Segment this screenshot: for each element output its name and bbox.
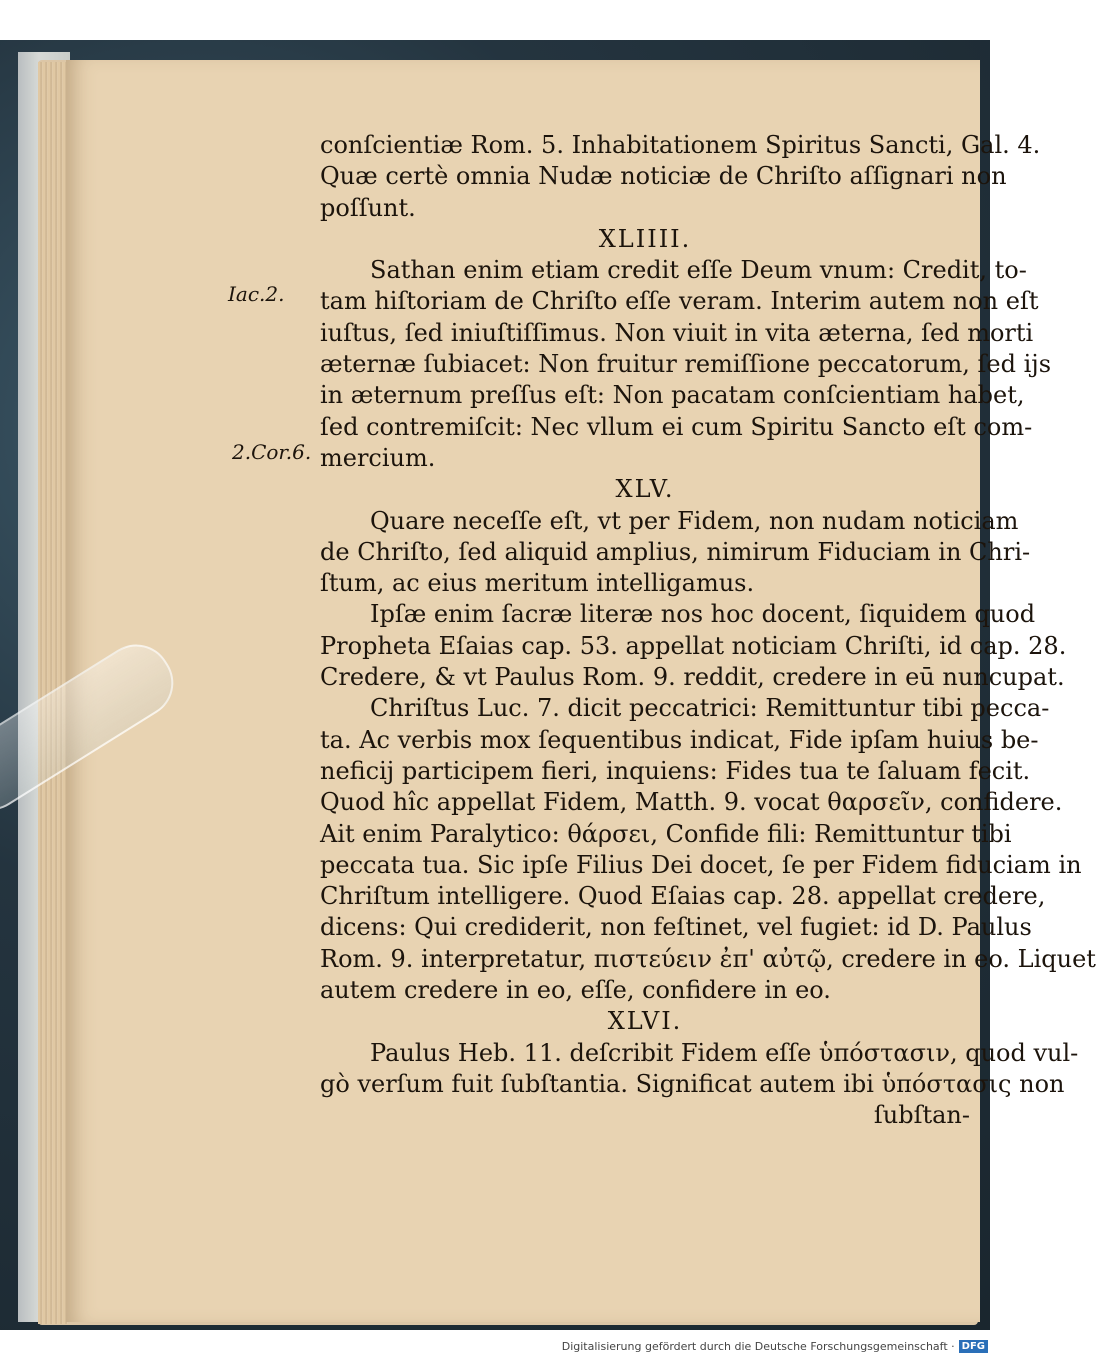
page-text [320,130,1096,1132]
margin-note-cor: 2.Cor.6. [232,440,312,464]
text-line: æternæ ſubiacet: Non fruitur remiſſione peccatorum, ſed ijs [320,350,1052,379]
text-line: conſcientiæ Rom. 5. Inhabitationem Spiritus Sancti, Gal. 4. [320,131,1041,159]
text-line: neficij participem fieri, inquiens: Fides tua te ſaluam fecit. [320,756,1031,785]
text-line: Quod hîc appellat Fidem, Matth. 9. vocat θαρσεῖν, confidere. [320,788,1063,817]
text-line: poſſunt. [320,193,416,222]
text-line: autem credere in eo, eſſe, confidere in eo. [320,976,831,1005]
section-heading: XLV. [615,475,675,504]
text-line: ta. Ac verbis mox ſequentibus indicat, Fide ipſam huius be- [320,725,1039,754]
text-line: gò verſum fuit ſubſtantia. Significat autem ibi ὑπόστασις non [320,1069,1065,1098]
text-line: Rom. 9. interpretatur, πιστεύειν ἐπ' αὐτῷ, credere in eo. Liquet [320,944,1096,973]
text-line: Quare neceſſe eſt, vt per Fidem, non nudam noticiam [370,506,1019,535]
text-line: ſtum, ac eius meritum intelligamus. [320,569,755,598]
text-line: Ipſæ enim ſacræ literæ nos hoc docent, ſiquidem quod [370,600,1036,629]
footer-credit-text: Digitalisierung gefördert durch die Deutsche Forschungsgemeinschaft · [561,1340,955,1353]
text-line: in æternum preſſus eſt: Non pacatam conſcientiam habet, [320,381,1025,410]
section-heading: XLIIII. [598,224,692,253]
text-line: Ait enim Paralytico: θάρσει, Confide fili: Remittuntur tibi [320,819,1012,848]
footer-credit [562,1340,988,1353]
text-line: tam hiſtoriam de Chriſto eſſe veram. Interim autem non eſt [320,287,1039,316]
text-line: de Chriſto, ſed aliquid amplius, nimirum Fiduciam in Chri- [320,537,1031,566]
text-line: Propheta Eſaias cap. 53. appellat noticiam Chriſti, id cap. 28. [320,631,1067,660]
text-line: Quæ certè omnia Nudæ noticiæ de Chriſto aſſignari non [320,162,1007,191]
section-heading: XLVI. [607,1007,683,1036]
text-line: Chriſtum intelligere. Quod Eſaias cap. 28. appellat credere, [320,882,1046,911]
margin-note-iac: Iac.2. [228,282,285,306]
dfg-logo: DFG [959,1340,988,1353]
text-line: Chriſtus Luc. 7. dicit peccatrici: Remittuntur tibi pecca- [370,694,1050,723]
text-line: mercium. [320,443,436,472]
text-line: Credere, & vt Paulus Rom. 9. reddit, credere in eū nuncupat. [320,663,1065,692]
text-line: ſed contremiſcit: Nec vllum ei cum Spiritu Sancto eſt com- [320,412,1033,441]
text-line: peccata tua. Sic ipſe Filius Dei docet, ſe per Fidem fiduciam in [320,850,1082,879]
catchword: ſubſtan- [873,1101,970,1130]
text-line: Paulus Heb. 11. deſcribit Fidem eſſe ὑπόστασιν, quod vul- [370,1038,1079,1067]
text-line: dicens: Qui crediderit, non feſtinet, vel fugiet: id D. Paulus [320,913,1032,942]
text-line: Sathan enim etiam credit eſſe Deum vnum: Credit, to- [370,256,1027,285]
text-line: iuſtus, ſed iniuſtiſſimus. Non viuit in vita æterna, ſed morti [320,318,1034,347]
